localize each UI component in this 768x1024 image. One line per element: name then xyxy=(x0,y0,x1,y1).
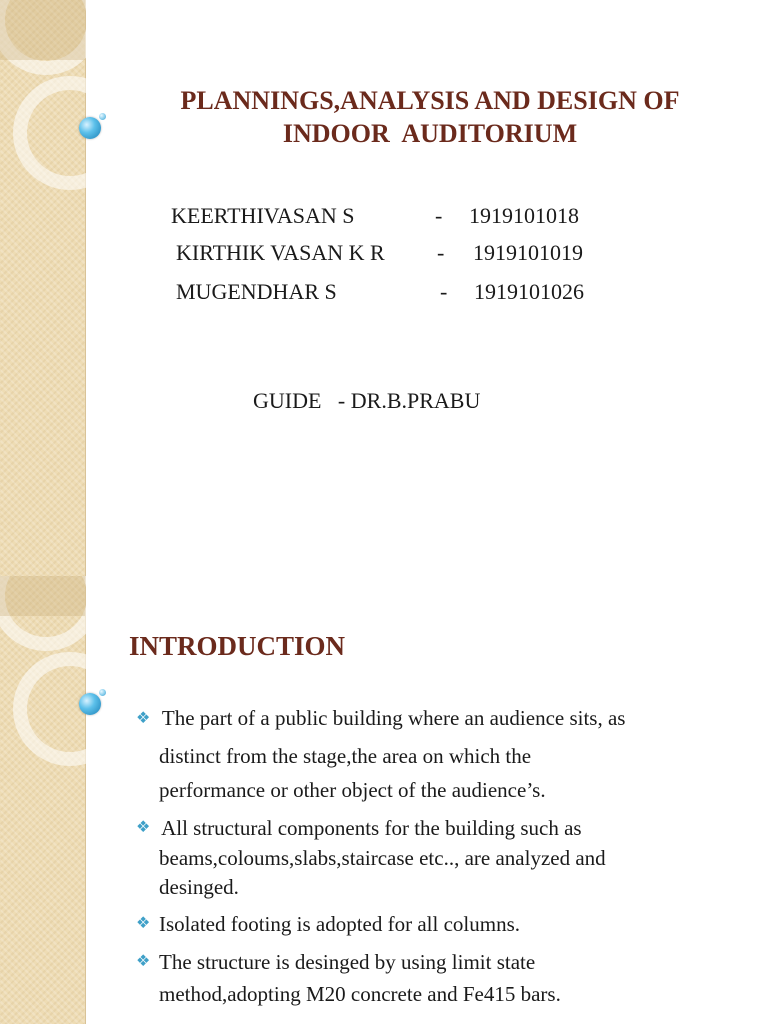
bullet-2-line-3: desinged. xyxy=(159,875,239,899)
bullet-4-line-2: method,adopting M20 concrete and Fe415 bars. xyxy=(159,982,561,1006)
small-orb-icon xyxy=(99,689,106,696)
member-name-1: KEERTHIVASAN S xyxy=(171,203,355,228)
member-sep-3: - xyxy=(440,279,448,304)
decorative-circles xyxy=(0,0,110,576)
bullet-diamond-icon: ❖ xyxy=(136,817,151,836)
bullet-2-line-2: beams,coloums,slabs,staircase etc.., are analyzed and xyxy=(159,846,606,870)
member-id-3: 1919101026 xyxy=(474,279,584,304)
introduction-slide xyxy=(0,576,768,1024)
decorative-side-panel xyxy=(0,576,86,1024)
bullet-diamond-icon: ❖ xyxy=(136,913,151,932)
member-id-2: 1919101019 xyxy=(473,240,583,265)
bullet-2-line-1: All structural components for the building such as xyxy=(157,816,582,840)
bullet-1-line-1: The part of a public building where an audience sits, as xyxy=(157,706,626,730)
bullet-1-line-2: distinct from the stage,the area on which the xyxy=(159,744,532,768)
bullet-4-line-1: The structure is desinged by using limit state xyxy=(159,950,536,974)
member-name-2: KIRTHIK VASAN K R xyxy=(176,240,385,265)
bullet-1-line-3: performance or other object of the audience’s. xyxy=(159,778,546,802)
member-id-1: 1919101018 xyxy=(469,203,579,228)
blue-orb-icon xyxy=(79,693,101,715)
member-name-3: MUGENDHAR S xyxy=(176,279,337,304)
bullet-diamond-icon: ❖ xyxy=(136,951,151,970)
decorative-side-panel xyxy=(0,0,86,576)
slide-title xyxy=(120,84,740,150)
title-line-2: INDOOR AUDITORIUM xyxy=(282,119,578,148)
guide-line: GUIDE - DR.B.PRABU xyxy=(253,388,481,413)
blue-orb-icon xyxy=(79,117,101,139)
decorative-circles xyxy=(0,576,110,1024)
bullet-diamond-icon: ❖ xyxy=(136,708,151,727)
bullet-3-line-1: Isolated footing is adopted for all columns. xyxy=(159,912,521,936)
title-line-1: PLANNINGS,ANALYSIS AND DESIGN OF xyxy=(180,86,680,115)
member-sep-2: - xyxy=(437,240,445,265)
section-heading: INTRODUCTION xyxy=(129,631,346,661)
member-sep-1: - xyxy=(435,203,443,228)
small-orb-icon xyxy=(99,113,106,120)
